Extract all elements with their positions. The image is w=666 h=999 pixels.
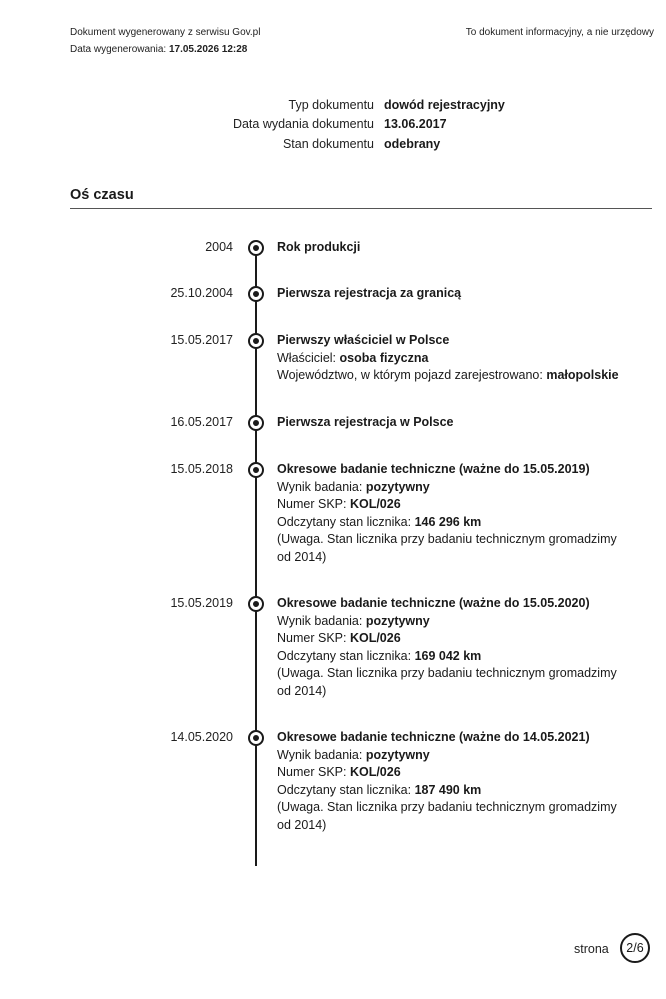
event-note: (Uwaga. Stan licznika przy badaniu technicznym gromadzimy od 2014) [277,532,617,564]
event-detail: Województwo, w którym pojazd zarejestrowano: małopolskie [277,368,619,382]
event-detail: Odczytany stan licznika: 169 042 km [277,648,482,663]
event-detail: Numer SKP: KOL/026 [277,631,401,645]
meta-value: odebrany [384,137,441,151]
event-title: Rok produkcji [277,240,361,254]
event-date: 14.05.2020 [170,730,233,744]
meta-value: 13.06.2017 [384,117,447,131]
event-title: Okresowe badanie techniczne (ważne do 15.05.2020) [277,596,590,610]
generation-date-value: 17.05.2026 12:28 [168,44,248,55]
event-title: Pierwszy właściciel w Polsce [277,333,450,347]
event-title: Pierwsza rejestracja za granicą [277,286,462,300]
event-date: 2004 [205,240,233,254]
timeline-dot-icon [248,462,264,478]
event-detail: Wynik badania: pozytywny [277,479,430,494]
event-detail: Odczytany stan licznika: 187 490 km [277,782,482,797]
event-detail: Numer SKP: KOL/026 [277,497,401,511]
timeline-dot-icon [248,333,264,349]
event-date: 15.05.2017 [170,333,233,347]
timeline-dot-icon [248,596,264,612]
meta-label: Data wydania dokumentu [232,117,374,131]
section-title: Oś czasu [70,187,134,203]
event-note: (Uwaga. Stan licznika przy badaniu technicznym gromadzimy od 2014) [277,666,617,698]
event-detail: Wynik badania: pozytywny [277,747,430,762]
meta-label: Stan dokumentu [282,137,374,151]
event-title: Okresowe badanie techniczne (ważne do 14.05.2021) [277,730,590,744]
event-note: (Uwaga. Stan licznika przy badaniu technicznym gromadzimy od 2014) [277,800,617,832]
timeline-dot-icon [248,730,264,746]
informational-disclaimer: To dokument informacyjny, a nie urzędowy [465,27,654,38]
timeline-dot-icon [248,286,264,302]
timeline-dot-icon [248,415,264,431]
event-title: Okresowe badanie techniczne (ważne do 15.05.2019) [277,462,590,476]
generation-date-label: Data wygenerowania: [70,44,167,55]
meta-label: Typ dokumentu [288,98,374,112]
event-date: 15.05.2019 [170,596,233,610]
timeline-dot-icon [248,240,264,256]
generation-date [70,43,247,57]
section-divider [70,208,652,209]
event-detail: Odczytany stan licznika: 146 296 km [277,514,482,529]
event-detail: Wynik badania: pozytywny [277,613,430,628]
event-date: 15.05.2018 [170,462,233,476]
event-detail: Numer SKP: KOL/026 [277,765,401,779]
event-date: 16.05.2017 [170,415,233,429]
generated-source-note: Dokument wygenerowany z serwisu Gov.pl [70,27,261,38]
event-date: 25.10.2004 [170,286,233,300]
event-title: Pierwsza rejestracja w Polsce [277,415,454,429]
page-number: 2/6 [620,933,650,963]
page-label: strona [574,942,609,956]
meta-value: dowód rejestracyjny [384,98,505,112]
event-detail: Właściciel: osoba fizyczna [277,350,429,365]
